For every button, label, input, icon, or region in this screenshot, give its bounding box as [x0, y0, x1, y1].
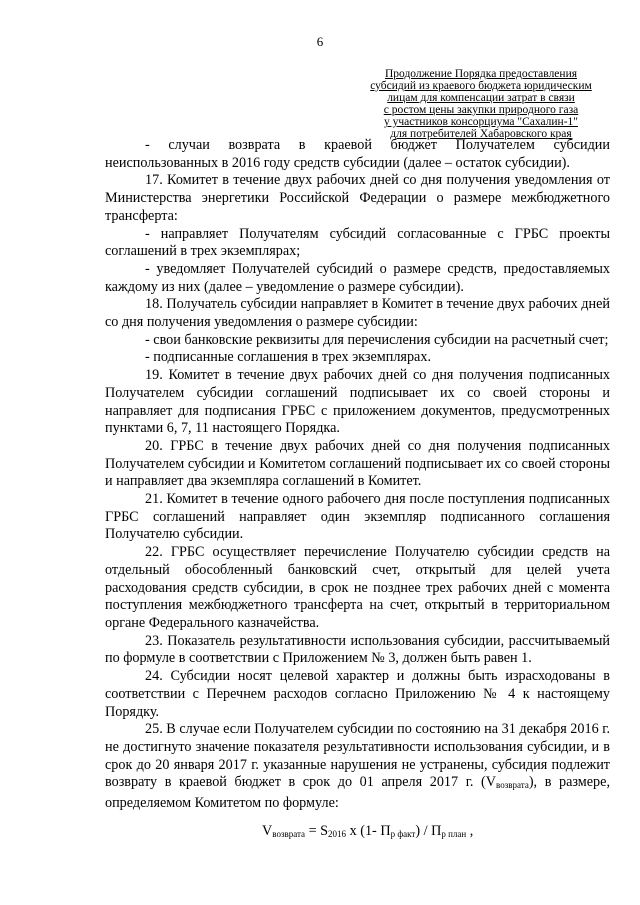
paragraph-18-item-1: - свои банковские реквизиты для перечисления субсидии на расчетный счет;: [145, 331, 609, 348]
formula-end: ,: [466, 823, 474, 839]
document-header-note: [340, 68, 622, 140]
page-number: 6: [316, 34, 324, 49]
formula-s-subscript: 2016: [328, 829, 347, 839]
header-line: с ростом цены закупки природного газа: [383, 104, 579, 116]
formula-equals-s: = S: [305, 823, 329, 839]
header-line: у участников консорциума "Сахалин-1": [384, 116, 578, 128]
paragraph-24: 24. Субсидии носят целевой характер и должны быть израсходованы в соответствии с Перечнем расходов согласно Приложению № 4 к настоящему Порядку.: [105, 668, 610, 720]
header-line: лицам для компенсации затрат в связи: [387, 92, 575, 104]
formula-fact-subscript: р факт: [390, 829, 416, 839]
paragraph-25-tail: ), в размере, определяемом Комитетом по формуле:: [105, 774, 610, 812]
formula-mid: x (1- П: [346, 823, 391, 839]
header-line: для потребителей Хабаровского края: [390, 128, 572, 140]
symbol-v-subscript: возврата: [496, 780, 529, 791]
formula-plan-subscript: р план: [441, 829, 467, 839]
refund-formula: [262, 823, 473, 840]
formula-lhs: V: [262, 823, 273, 839]
paragraph-19: 19. Комитет в течение двух рабочих дней со дня получения подписанных Получателем субсидии соглашений подписывает их со своей стороны и направляет для подписания ГРБС с приложением документов, предусмотренных пунктами 6, 7, 11 настоящего Порядка.: [105, 367, 610, 437]
paragraph-18-item-2: - подписанные соглашения в трех экземплярах.: [145, 349, 431, 366]
paragraph-23: 23. Показатель результативности использования субсидии, рассчитываемый по формуле в соответствии с Приложением № 3, должен быть равен 1.: [105, 632, 610, 667]
header-line: субсидий из краевого бюджета юридическим: [370, 80, 592, 92]
paragraph-25: [105, 721, 610, 813]
paragraph-22: 22. ГРБС осуществляет перечисление Получателю субсидии средств на отдельный обособленный банковский счет, открытый для целей учета расходования средств субсидии, в срок не позднее трех рабочих дней с момента поступления межбюджетного трансферта на счет, открытый в территориальном органе Федерального казначейства.: [105, 544, 610, 631]
paragraph-17-item-2: - уведомляет Получателей субсидий о размере средств, предоставляемых каждому из них (далее – уведомление о размере субсидии).: [105, 260, 610, 295]
formula-div: ) / П: [415, 823, 442, 839]
header-line: Продолжение Порядка предоставления: [384, 68, 578, 80]
paragraph-25-text: 25. В случае если Получателем субсидии по состоянию на 31 декабря 2016 г. не достигнуто значение показателя результативности использования субсидии, и в срок до 20 января 2017 г. указанные нарушения не устранены, субсидия подлежит возврату в краевой бюджет в срок до 01 апреля 2017 г. (: [105, 721, 610, 791]
paragraph-17: 17. Комитет в течение двух рабочих дней со дня получения уведомления от Министерства энергетики Российской Федерации о размере межбюджетного трансферта:: [105, 172, 610, 224]
paragraph-18: 18. Получатель субсидии направляет в Комитет в течение двух рабочих дней со дня получения уведомления о размере субсидии:: [105, 296, 610, 331]
paragraph-return-cases: - случаи возврата в краевой бюджет Получателем субсидии неиспользованных в 2016 году средств субсидии (далее – остаток субсидии).: [105, 137, 610, 171]
document-body: [105, 137, 610, 813]
paragraph-17-item-1: - направляет Получателям субсидий согласованные с ГРБС проекты соглашений в трех экземплярах;: [105, 225, 610, 260]
formula-lhs-subscript: возврата: [272, 829, 306, 839]
symbol-v: V: [485, 774, 497, 791]
paragraph-20: 20. ГРБС в течение двух рабочих дней со дня получения подписанных Получателем субсидии и Комитетом соглашений подписывает их со своей стороны и направляет два экземпляра соглашений в Комитет.: [105, 437, 610, 490]
paragraph-21: 21. Комитет в течение одного рабочего дня после поступления подписанных ГРБС соглашений направляет один экземпляр подписанного соглашения Получателю субсидии.: [105, 491, 610, 543]
